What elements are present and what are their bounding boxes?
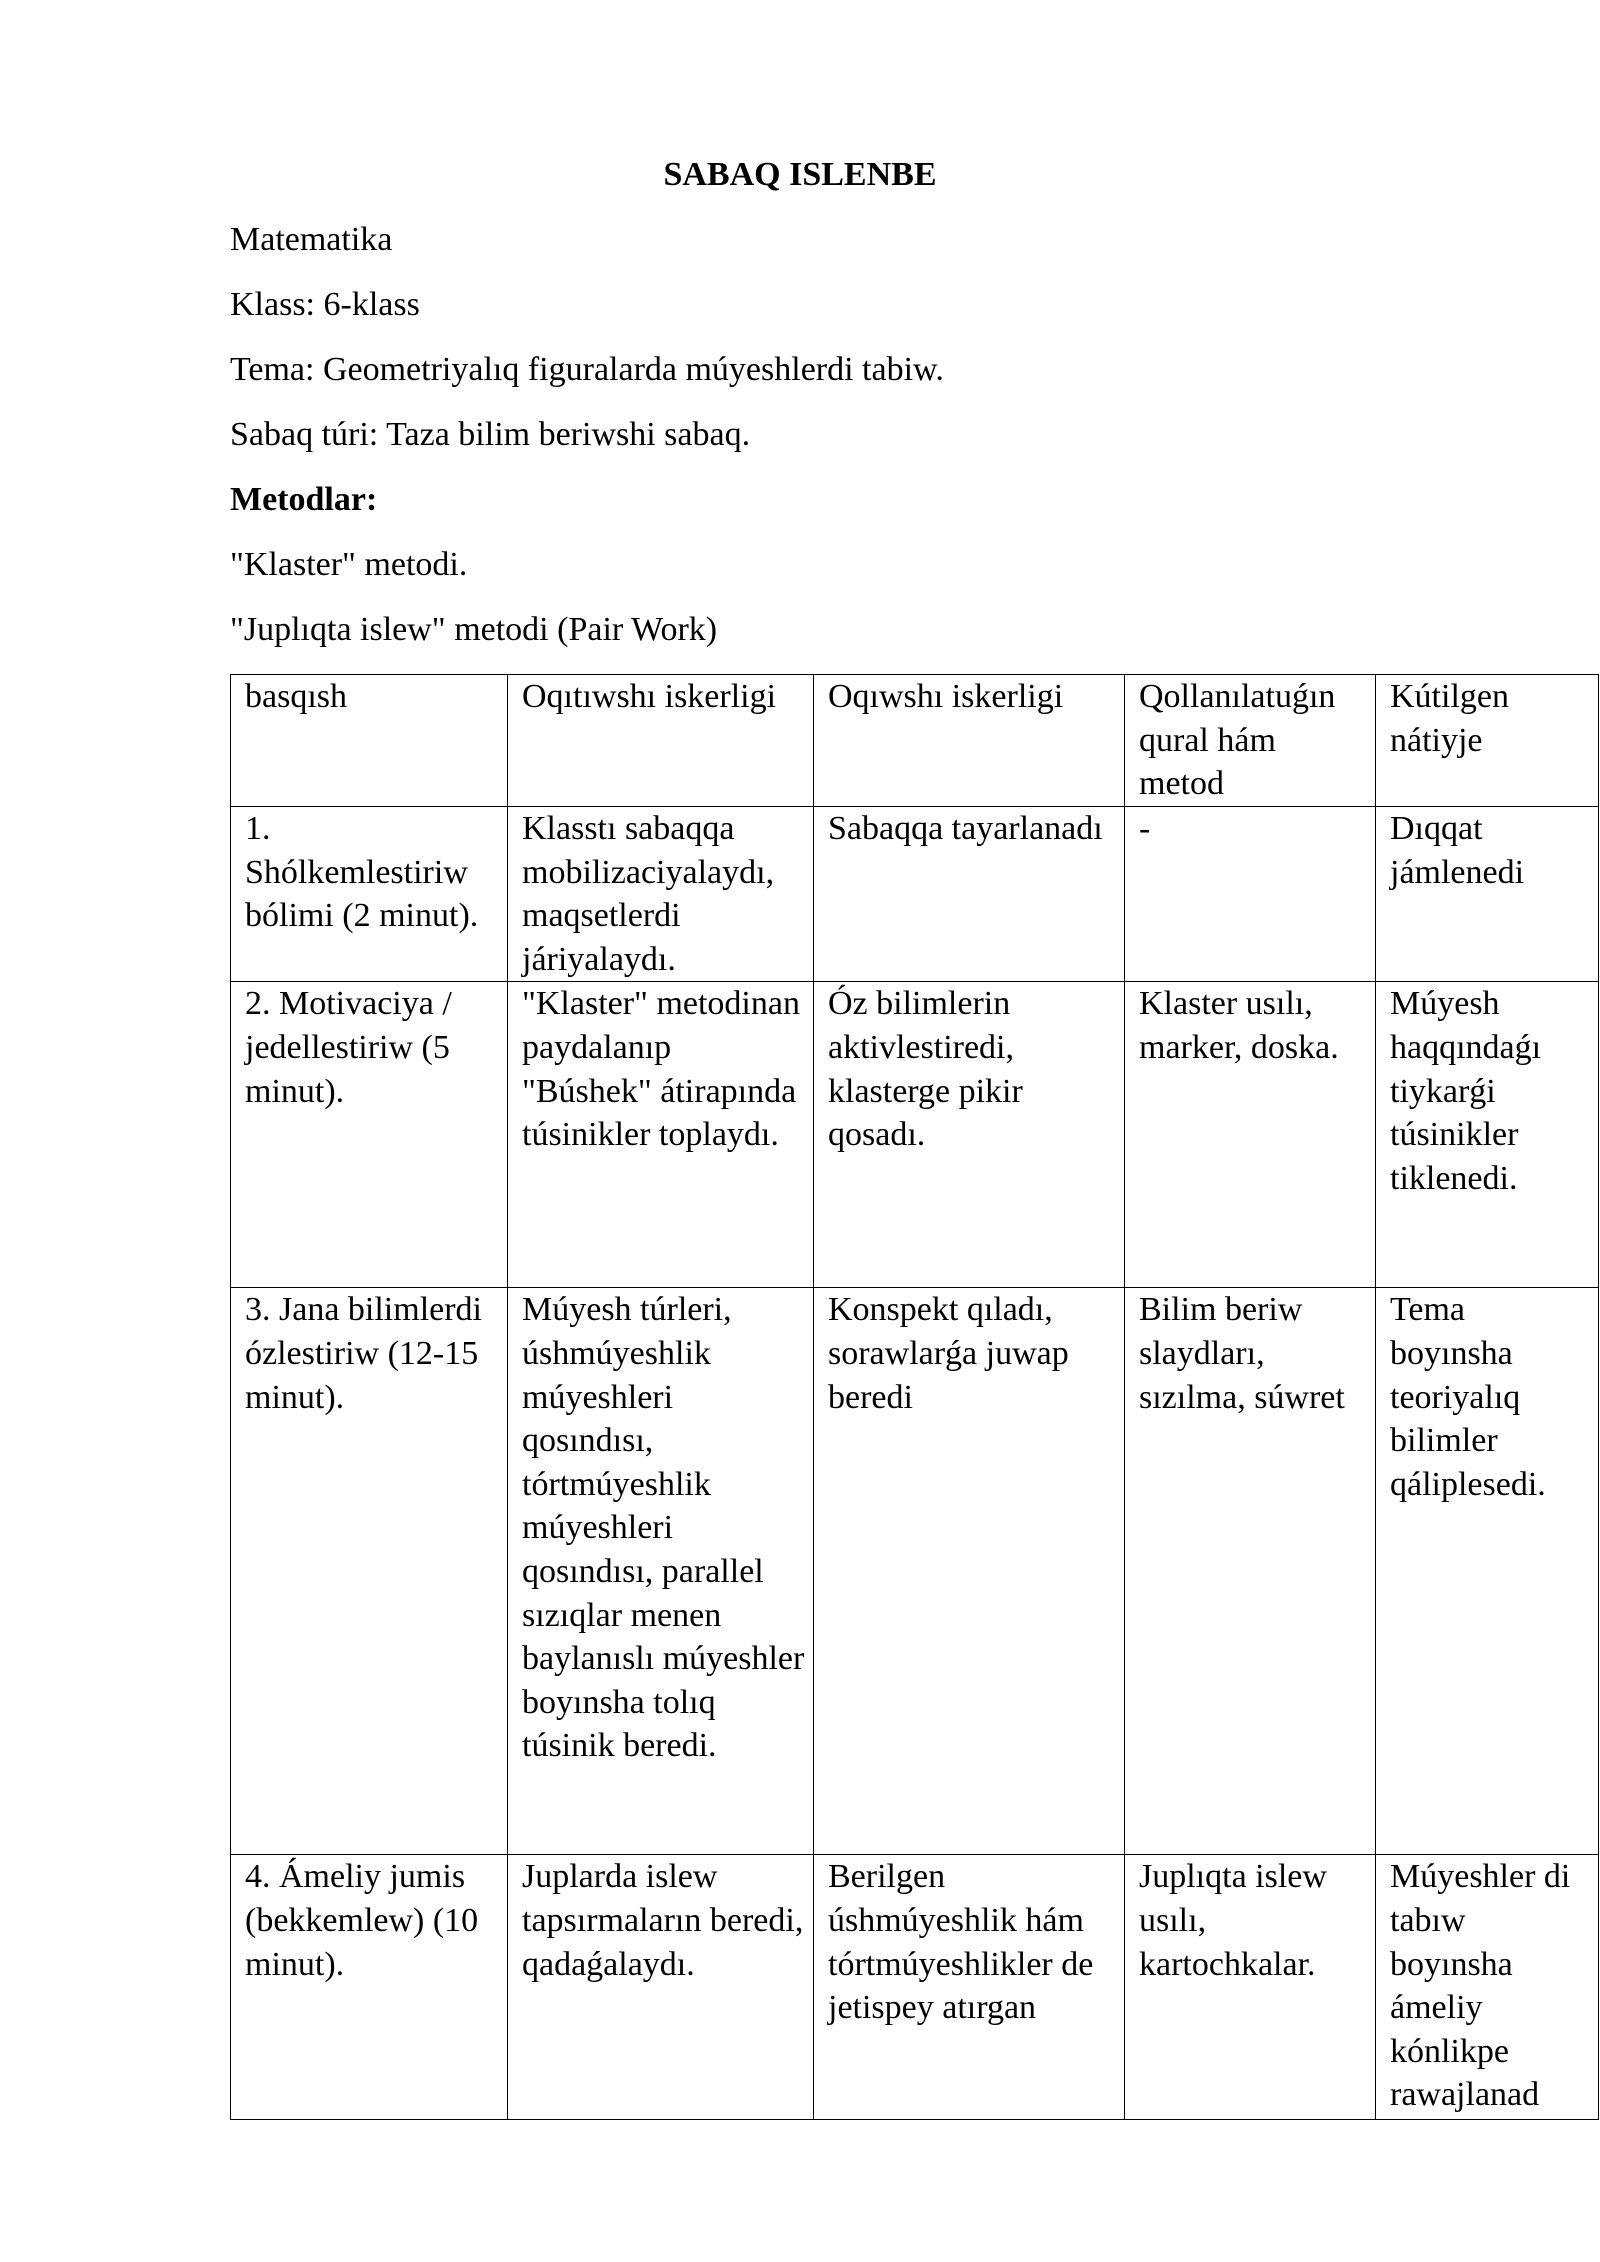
table-row (231, 1288, 1599, 1855)
lesson-plan-table (230, 674, 1599, 2120)
table-cell: 3. Jana bilimlerdi ózlestiriw (12-15 minut). (231, 1288, 508, 1855)
table-cell: Óz bilimlerin aktivlestiredi, klasterge pikir qosadı. (814, 982, 1125, 1288)
header-cell-tools-method: Qollanılatuǵın qural hám metod (1125, 675, 1376, 807)
table-cell: Dıqqat jámlenedi (1376, 807, 1599, 982)
table-header-row (231, 675, 1599, 807)
header-cell-expected-result: Kútilgen nátiyje (1376, 675, 1599, 807)
class-line: Klass: 6-klass (230, 286, 420, 323)
table-cell: 1. Shólkemlestiriw bólimi (2 minut). (231, 807, 508, 982)
header-cell-stage: basqısh (231, 675, 508, 807)
table-cell: Sabaqqa tayarlanadı (814, 807, 1125, 982)
table-cell: "Klaster" metodinan paydalanıp "Búshek" átirapında túsinikler toplaydı. (508, 982, 814, 1288)
table-cell: Klaster usılı, marker, doska. (1125, 982, 1376, 1288)
table-row (231, 807, 1599, 982)
methods-heading: Metodlar: (230, 481, 378, 518)
table-cell: Múyeshler di tabıw boyınsha ámeliy kónlikpe rawajlanad (1376, 1855, 1599, 2120)
table-cell: Múyesh túrleri, úshmúyeshlik múyeshleri qosındısı, tórtmúyeshlik múyeshleri qosındısı, parallel sızıqlar menen baylanıslı múyeshler boyınsha tolıq túsinik beredi. (508, 1288, 814, 1855)
table-cell: Klasstı sabaqqa mobilizaciyalaydı, maqsetlerdi járiyalaydı. (508, 807, 814, 982)
theme-line: Tema: Geometriyalıq figuralarda múyeshlerdi tabiw. (230, 351, 944, 388)
table-cell: 4. Ámeliy jumis (bekkemlew) (10 minut). (231, 1855, 508, 2120)
table-cell: Konspekt qıladı, sorawlarǵa juwap beredi (814, 1288, 1125, 1855)
table-cell: Bilim beriw slaydları, sızılma, súwret (1125, 1288, 1376, 1855)
table-row (231, 982, 1599, 1288)
table-cell: 2. Motivaciya / jedellestiriw (5 minut). (231, 982, 508, 1288)
header-cell-student-activity: Oqıwshı iskerligi (814, 675, 1125, 807)
method-item-klaster: "Klaster" metodi. (230, 546, 468, 583)
lesson-type-line: Sabaq túri: Taza bilim beriwshi sabaq. (230, 416, 751, 453)
table-cell: Juplıqta islew usılı, kartochkalar. (1125, 1855, 1376, 2120)
method-item-pair-work: "Juplıqta islew" metodi (Pair Work) (230, 611, 718, 648)
table-cell: Múyesh haqqındaǵı tiykarǵi túsinikler tiklenedi. (1376, 982, 1599, 1288)
table-cell: Berilgen úshmúyeshlik hám tórtmúyeshlikler de jetispey atırgan (814, 1855, 1125, 2120)
subject-line: Matematika (230, 221, 393, 258)
table-cell: Juplarda islew tapsırmaların beredi, qadaǵalaydı. (508, 1855, 814, 2120)
header-cell-teacher-activity: Oqıtıwshı iskerligi (508, 675, 814, 807)
document-title: SABAQ ISLENBE (663, 156, 937, 193)
table-row (231, 1855, 1599, 2120)
table-cell: Tema boyınsha teoriyalıq bilimler qáliplesedi. (1376, 1288, 1599, 1855)
table-cell: - (1125, 807, 1376, 982)
